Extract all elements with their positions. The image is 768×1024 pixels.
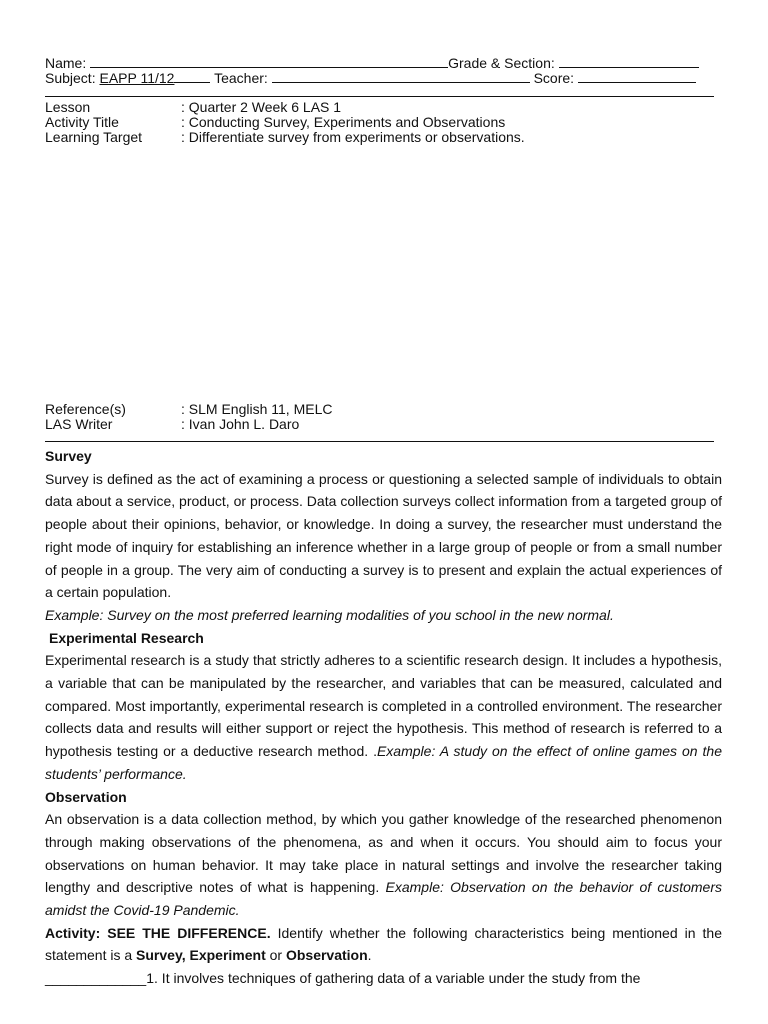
meta-value: : Ivan John L. Daro [181,416,300,432]
experimental-heading [45,627,722,650]
item-1-text: 1. It involves techniques of gathering data of a variable under the study from the [146,970,641,987]
subject-row [45,69,696,86]
meta-row-las-writer [45,417,715,432]
subject-value: EAPP 11/12 [99,70,175,86]
lesson-meta [45,100,715,146]
header-divider [45,96,714,97]
activity-option-observation: Observation [285,947,368,964]
section-divider [45,441,714,442]
meta-key: Learning Target [45,129,143,145]
meta-value: : Quarter 2 Week 6 LAS 1 [181,99,342,115]
observation-heading: Observation [45,788,127,805]
name-field[interactable] [90,54,448,68]
observation-example: Example: Observation on the behavior of customers amidst the Covid-19 Pandemic. [45,879,722,919]
experimental-body [45,649,722,785]
meta-key: Reference(s) [45,401,126,417]
activity-text-a: Identify whether the following characteristics being mentioned in the statement is a [45,924,722,964]
experimental-heading-text: Experimental Research [49,629,204,646]
survey-example [45,604,722,627]
grade-section-field[interactable] [559,54,699,68]
meta-row-learning-target [45,130,715,145]
meta-key: Activity Title [45,114,119,130]
score-label: Score: [533,70,575,86]
meta-value: : Conducting Survey, Experiments and Observations [181,114,506,130]
observation-body-text: An observation is a data collection method, by which you gather knowledge of the researched phenomenon through making observations of the phenomena, as and when it occurs. You should aim to focus your observations on human behavior. It may take place in natural settings and involve the researcher taking lengthy and descriptive notes of what is happening. [45,811,722,896]
survey-heading: Survey [45,448,92,464]
activity-option-survey-experiment: Survey, Experiment [136,947,266,964]
survey-example-text: Example: Survey on the most preferred learning modalities of you school in the new normal. [45,606,614,623]
experimental-body-text: Experimental research is a study that strictly adheres to a scientific research design. It includes a hypothesis, a variable that can be manipulated by the researcher, and variables that can be measured, calculated and compared. Most importantly, experimental research is completed in a controlled environment. The researcher collects data and results will either support or reject the hypothesis. This method of research is referred to a hypothesis testing or a deductive research method. . [45,652,722,760]
activity-label: Activity: SEE THE DIFFERENCE. [45,924,271,941]
teacher-field[interactable] [272,69,530,83]
score-field[interactable] [578,69,696,83]
activity-instructions [45,922,722,967]
meta-key: LAS Writer [45,416,113,432]
activity-text-b: or [265,947,286,964]
experimental-example: Example: A study on the effect of online games on the students’ performance. [45,743,722,782]
meta-value: : Differentiate survey from experiments or observations. [181,129,525,145]
meta-row-lesson [45,100,715,115]
meta-row-activity-title [45,115,715,130]
activity-item-1 [45,967,722,990]
teacher-label: Teacher: [214,70,268,86]
activity-text-c: . [367,947,372,964]
meta-row-references [45,402,715,417]
meta-key: Lesson [45,99,91,115]
survey-body: Survey is defined as the act of examining a process or questioning a selected sample of individuals to obtain data about a service, product, or process. Data collection surveys collect information from a targeted group of people about their opinions, behavior, or knowledge. In doing a survey, the researcher must understand the right mode of inquiry for establishing an inference whether in a large group of people or from a small number of people in a group. The very aim of conducting a survey is to present and explain the actual experiences of a certain population. [45,470,722,601]
observation-body [45,808,722,922]
subject-blank [174,69,210,83]
grade-section-label: Grade & Section: [448,55,555,71]
name-label: Name: [45,55,87,71]
lesson-content [45,445,722,990]
meta-value: : SLM English 11, MELC [181,401,333,417]
reference-meta [45,402,715,432]
item-1-answer-blank[interactable]: _____________ [45,970,147,987]
subject-label: Subject: [45,70,96,86]
